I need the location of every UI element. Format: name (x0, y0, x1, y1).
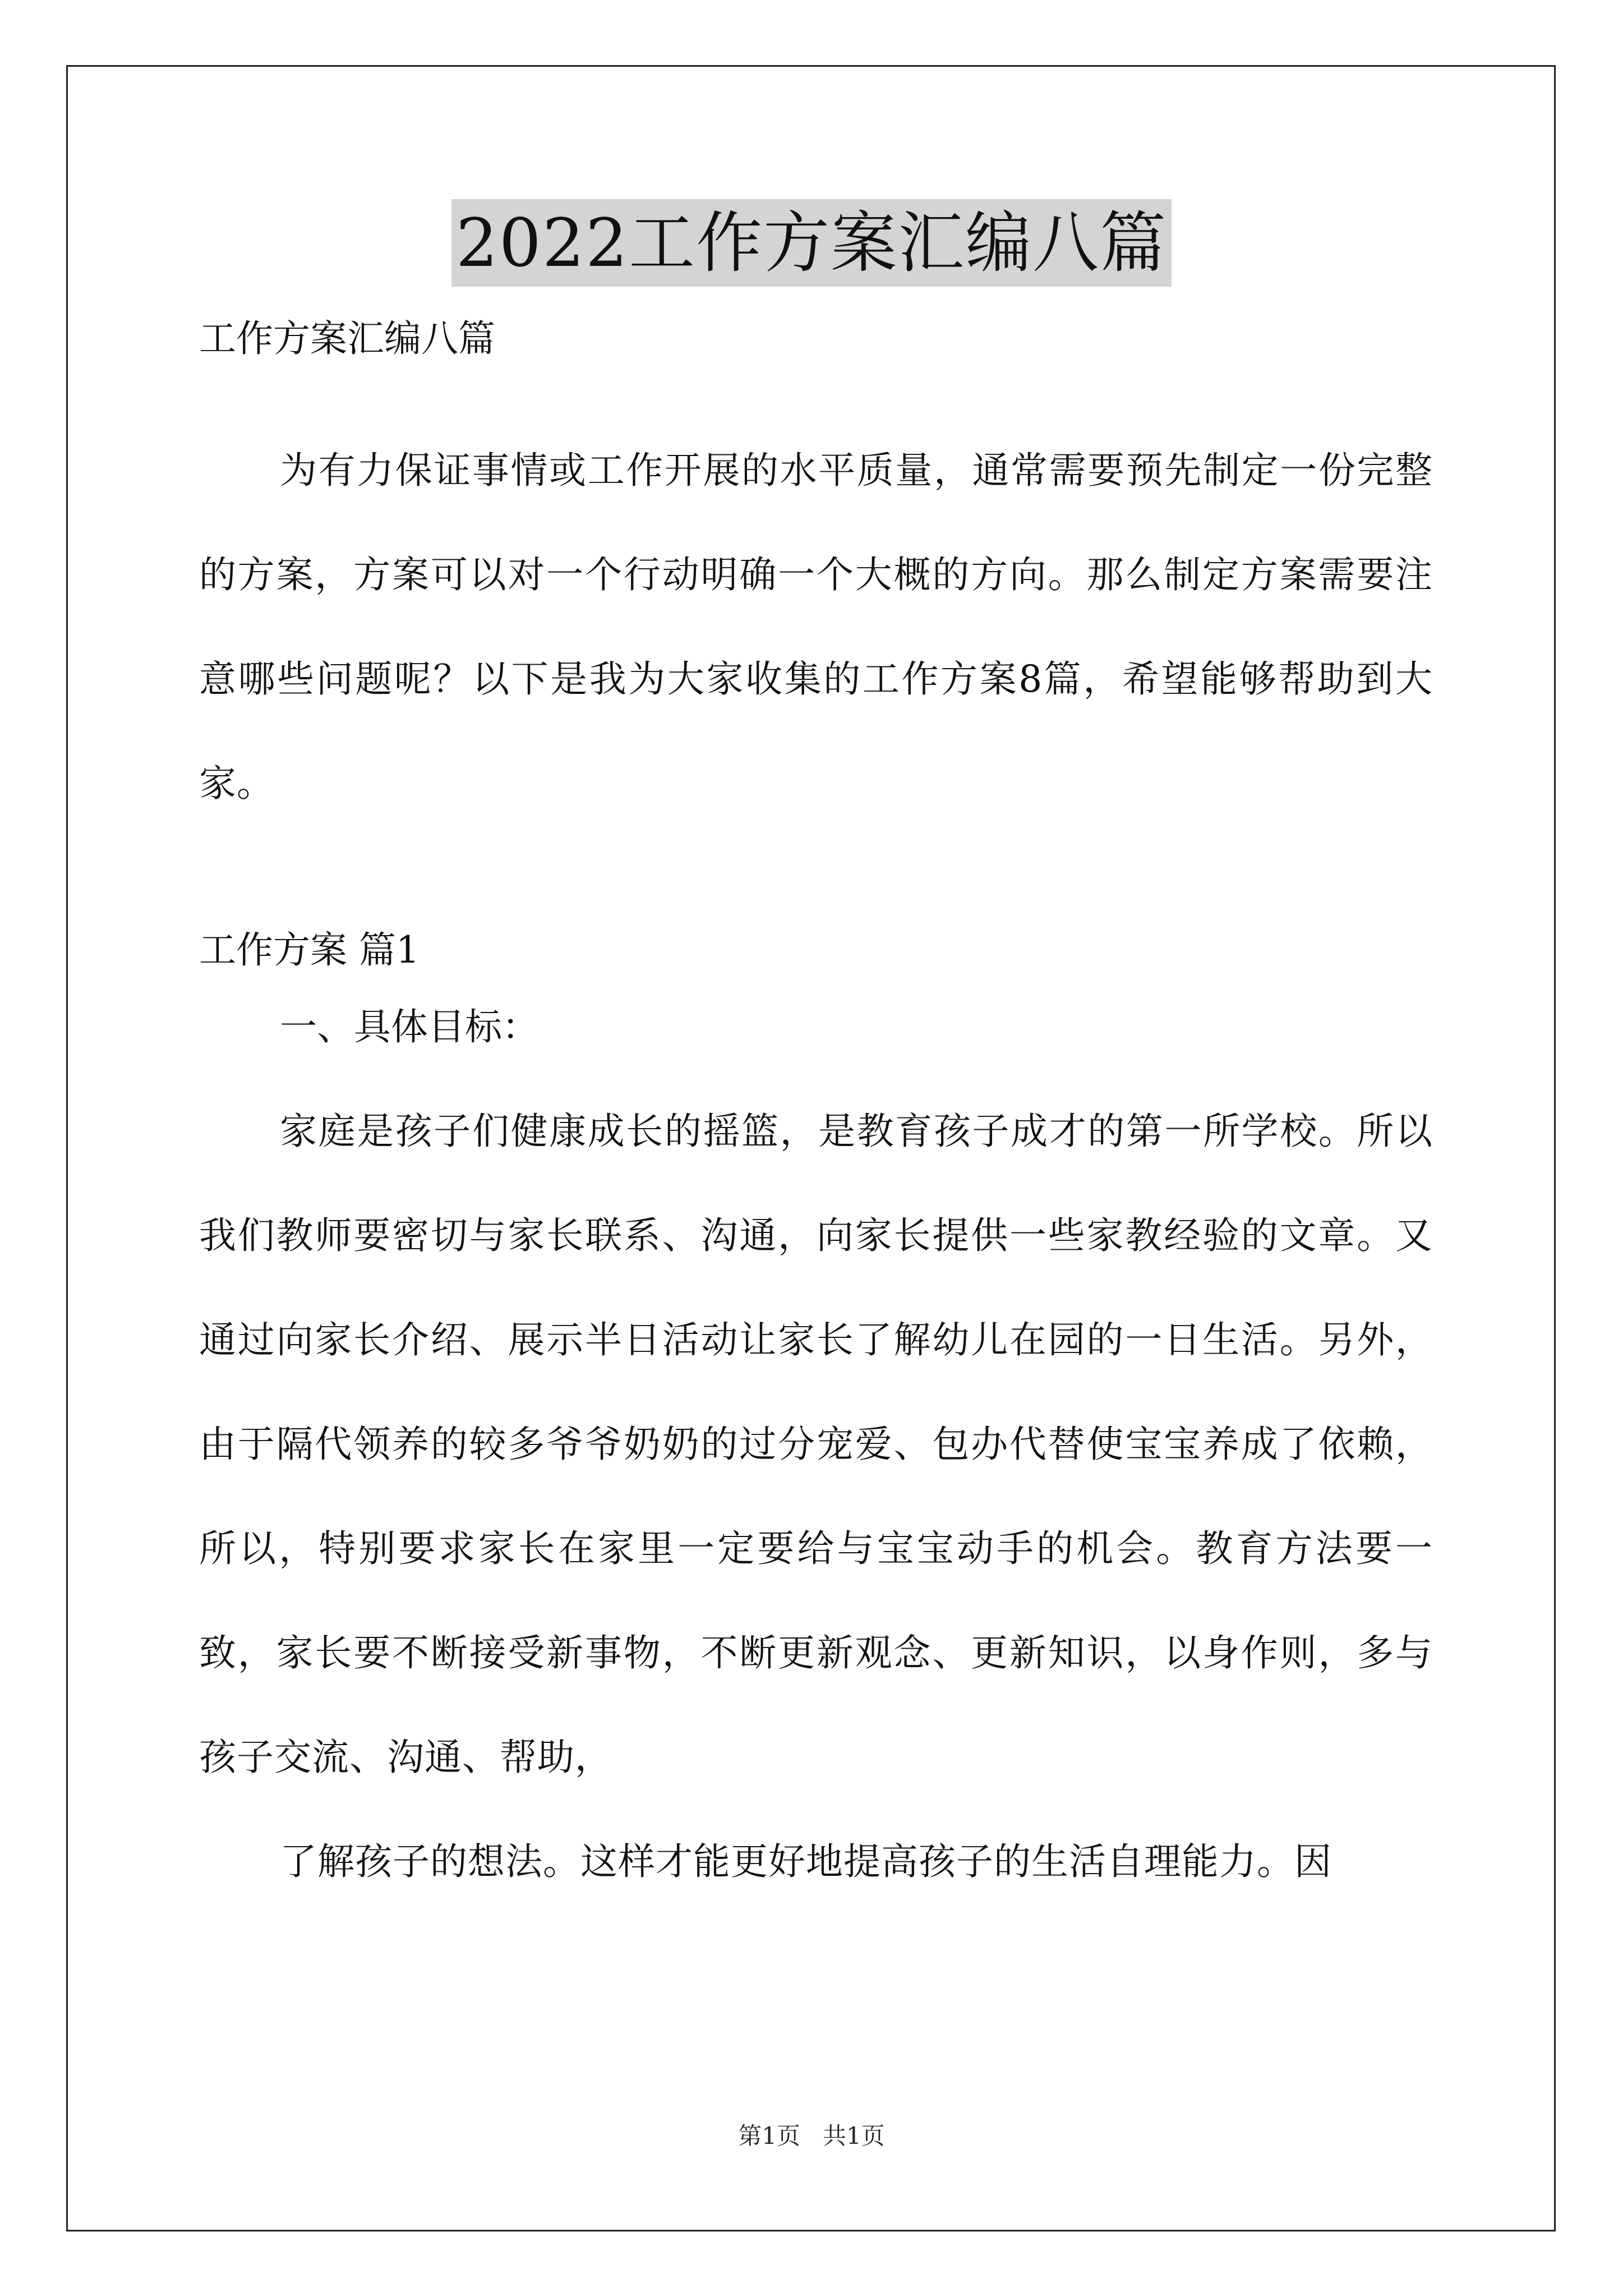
body-paragraph: 了解孩子的想法。这样才能更好地提高孩子的生活自理能力。因 (280, 1840, 1332, 1883)
intro-paragraph: 为有力保证事情或工作开展的水平质量，通常需要预先制定一份完整的方案，方案可以对一个行动明确一个大概的方向。那么制定方案需要注意哪些问题呢？以下是我为大家收集的工作方案8篇，希望能够帮助到大家。 (199, 449, 1433, 805)
body-paragraph: 家庭是孩子们健康成长的摇篮，是教育孩子成才的第一所学校。所以我们教师要密切与家长联系、沟通，向家长提供一些家教经验的文章。又通过向家长介绍、展示半日活动让家长了解幼儿在园的一日生活。另外，由于隔代领养的较多爷爷奶奶的过分宠爱、包办代替使宝宝养成了依赖，所以，特别要求家长在家里一定要给与宝宝动手的机会。教育方法要一致，家长要不断接受新事物，不断更新观念、更新知识，以身作则，多与孩子交流、沟通、帮助， (199, 1110, 1433, 1779)
page-total: 共1页 (823, 2122, 885, 2150)
title-container (0, 199, 1623, 287)
section-heading: 工作方案 篇1 (199, 928, 419, 972)
document-body (199, 314, 1433, 1914)
page-footer (0, 2120, 1623, 2152)
section-item-heading: 一、具体目标： (280, 1005, 539, 1048)
document-title: 2022工作方案汇编八篇 (451, 199, 1172, 287)
document-subtitle: 工作方案汇编八篇 (199, 317, 495, 360)
page-number: 第1页 (738, 2122, 800, 2150)
